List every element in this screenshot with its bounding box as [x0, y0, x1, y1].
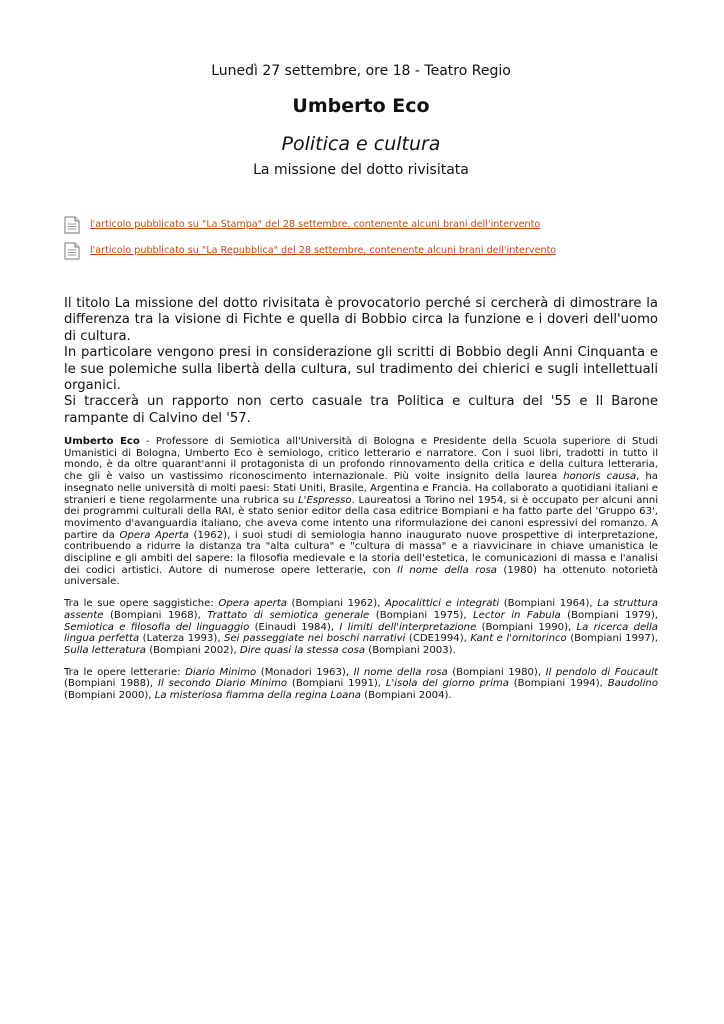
- work-info: (Bompiani 1994),: [508, 678, 608, 690]
- intro-text: [64, 296, 658, 427]
- speaker-name: Umberto Eco: [292, 95, 430, 117]
- work-title: Dire quasi la stessa cosa: [239, 644, 366, 656]
- work-title: Opera aperta: [218, 598, 287, 610]
- work-info: (Bompiani 1980),: [447, 666, 546, 678]
- work-title: Kant e l'ornitorinco: [470, 633, 567, 645]
- article-link-stampa[interactable]: l'articolo pubblicato su "La Stampa" del 28 settembre, contenente alcuni brani dell'intervento: [90, 219, 541, 230]
- novels-list: Tra le opere letterarie: Diario Minimo (Monadori 1963), Il nome della rosa (Bompiani 1980), Il pendolo di Foucault (Bompiani 1988), Il secondo Diario Minimo (Bompiani 1991), L'isola del giorno prima (Bompiani 1994), Baudolino (Bompiani 2000), La misteriosa fiamma della regina Loana (Bompiani 2004).: [64, 666, 658, 702]
- bio-paragraph: Umberto Eco - Professore di Semiotica all'Università di Bologna e Presidente della Scuola superiore di Studi Umanistici di Bologna, Umberto Eco è semiologo, critico letterario e narratore. Con i suoi libri, tradotti in tutto il mondo, è da oltre quarant'anni il protagonista di un profondo rinnovamento della critica e della cultura letteraria, che gli è valso un vastissimo riconoscimento internazionale. Più volte insignito della laurea honoris causa, ha insegnato nelle università di molti paesi: Stati Uniti, Brasile, Argentina e Francia. Ha collaborato a quotidiani italiani e stranieri e tiene regolarmente una rubrica su L'Espresso. Laureatosi a Torino nel 1954, si è occupato per alcuni anni dei programmi culturali della RAI, è stato senior editor della casa editrice Bompiani e ha fatto parte del 'Gruppo 63', movimento d'avanguardia italiano, che aveva come intento una riformulazione dei canoni espressivi del romanzo. A partire da Opera Aperta (1962), i suoi studi di semiologia hanno inaugurato nuove prospettive di interpretazione, contribuendo a ridurre la distanza tra "alta cultura" e "cultura di massa" e a riavvicinare in chiave umanistica le discipline e gli ambiti del sapere: la filosofia medievale e la storia dell'estetica, le comunicazioni di massa e l'analisi dei codici artistici. Autore di numerose opere letterarie, con Il nome della rosa (1980) ha ottenuto notorietà universale.: [64, 436, 659, 588]
- talk-subtitle: La missione del dotto rivisitata: [253, 162, 469, 178]
- work-title: Apocalittici e integrati: [385, 598, 500, 610]
- work-title: Baudolino: [607, 678, 658, 690]
- work-title: Sei passeggiate nei boschi narrativi: [224, 633, 406, 645]
- work-title: Semiotica e filosofia del linguaggio: [64, 621, 250, 633]
- intro-paragraph: In particolare vengono presi in considerazione gli scritti di Bobbio degli Anni Cinquanta e le sue polemiche sulla libertà della cultura, sul tradimento dei chierici e sugli intellettuali organici.: [64, 345, 658, 394]
- work-title: L'isola del giorno prima: [385, 678, 509, 690]
- work-title: La struttura assente: [64, 598, 659, 621]
- bio-name: Umberto Eco: [64, 436, 140, 447]
- essays-list: Tra le sue opere saggistiche: Opera aperta (Bompiani 1962), Apocalittici e integrati (Bompiani 1964), La struttura assente (Bompiani 1968), Trattato di semiotica generale (Bompiani 1975), Lector in Fabula (Bompiani 1979), Semiotica e filosofia del linguaggio (Einaudi 1984), I limiti dell'interpretazione (Bompiani 1990), La ricerca della lingua perfetta (Laterza 1993), Sei passeggiate nei boschi narrativi (CDE1994), Kant e l'ornitorinco (Bompiani 1997), Sulla letteratura (Bompiani 2002), Dire quasi la stessa cosa (Bompiani 2003).: [64, 598, 659, 656]
- work-info: (Bompiani 1964),: [499, 598, 598, 610]
- biography-section: [64, 436, 658, 712]
- event-line: Lunedì 27 settembre, ore 18 - Teatro Regio: [211, 63, 511, 79]
- work-info: (Bompiani 2003).: [365, 644, 456, 656]
- work-info: (Einaudi 1984),: [249, 621, 340, 633]
- work-title: Sulla letteratura: [64, 644, 146, 656]
- work-title: Il secondo Diario Minimo: [157, 678, 288, 690]
- work-info: (CDE1994),: [405, 633, 471, 645]
- work-title: Il nome della rosa: [353, 666, 448, 678]
- work-info: (Bompiani 1962),: [286, 598, 385, 610]
- work-info: (Bompiani 1988),: [64, 678, 158, 690]
- document-icon: [64, 216, 80, 234]
- work-title: La misteriosa fiamma della regina Loana: [154, 690, 361, 702]
- work-info: (Bompiani 1979),: [560, 609, 658, 621]
- work-title: Il pendolo di Foucault: [545, 666, 658, 678]
- article-link-repubblica[interactable]: l'articolo pubblicato su "La Repubblica" del 28 settembre, contenente alcuni brani dell'intervento: [90, 245, 557, 256]
- work-info: (Laterza 1993),: [139, 633, 225, 645]
- document-icon: [64, 242, 80, 260]
- article-link-row-stampa[interactable]: [64, 216, 664, 236]
- work-info: (Bompiani 1990),: [476, 621, 577, 633]
- intro-paragraph: Il titolo La missione del dotto rivisitata è provocatorio perché si cercherà di dimostrare la differenza tra la visione di Fichte e quella di Bobbio circa la funzione e i doveri dell'uomo di cultura.: [64, 296, 658, 344]
- talk-title: Politica e cultura: [281, 133, 441, 155]
- work-info: (Bompiani 2004).: [360, 690, 452, 702]
- work-info: (Bompiani 1991),: [287, 678, 386, 690]
- intro-paragraph: Si traccerà un rapporto non certo casuale tra Politica e cultura del '55 e Il Barone rampante di Calvino del '57.: [64, 394, 658, 426]
- work-title: Lector in Fabula: [473, 609, 561, 621]
- work-info: (Bompiani 1975),: [369, 609, 474, 621]
- work-title: Diario Minimo: [185, 666, 257, 678]
- work-info: (Bompiani 2002),: [145, 644, 240, 656]
- work-info: (Bompiani 1997),: [566, 633, 658, 645]
- work-title: La ricerca della lingua perfetta: [64, 621, 658, 645]
- work-info: (Monadori 1963),: [256, 666, 354, 678]
- work-info: (Bompiani 2000),: [64, 690, 155, 702]
- work-title: Trattato di semiotica generale: [207, 609, 370, 621]
- work-info: (Bompiani 1968),: [103, 609, 208, 621]
- work-title: I limiti dell'interpretazione: [339, 621, 477, 633]
- article-link-row-repubblica[interactable]: [64, 242, 664, 262]
